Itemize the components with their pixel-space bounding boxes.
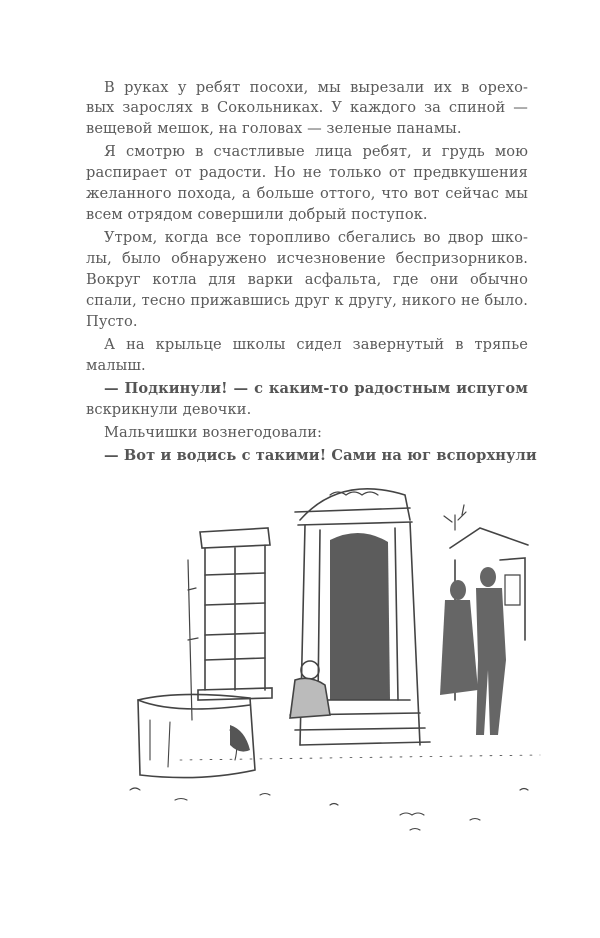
text-line: вещевой мешок, на головах — зеленые панамы.	[86, 120, 462, 137]
text-line: Мальчишки вознегодовали:	[104, 424, 323, 441]
child-figure	[290, 661, 330, 718]
text-line: малыш.	[86, 357, 146, 374]
window-left	[188, 528, 272, 720]
text-line: всем отрядом совершили добрый поступок.	[86, 206, 428, 223]
text-line: В руках у ребят посохи, мы вырезали их в орехо-	[104, 79, 528, 96]
text-line: распирает от радости. Но не только от предвкушения	[86, 164, 528, 181]
figures-silhouettes	[440, 567, 506, 735]
text-line: Я смотрю в счастливые лица ребят, и грудь мою	[104, 143, 528, 160]
text-line: лы, было обнаружено исчезновение беспризорников.	[86, 250, 528, 267]
tree	[444, 505, 466, 530]
text-line: желанного похода, а больше оттого, что вот сейчас мы	[86, 185, 528, 202]
text-line: — Вот и водись с такими! Сами на юг вспорхнули	[104, 447, 537, 464]
text-line: Вокруг котла для варки асфальта, где они обычно	[86, 271, 528, 288]
ground-pebbles	[130, 755, 540, 830]
text-line: — Подкинули! — с каким-то радостным испугом	[104, 380, 528, 397]
text-line: спали, тесно прижавшись друг к другу, никого не было.	[86, 292, 528, 309]
text-line: вскрикнули девочки.	[86, 401, 252, 418]
text-line: А на крыльце школы сидел завернутый в тряпье	[104, 336, 528, 353]
text-line: Утром, когда все торопливо сбегались во двор шко-	[104, 229, 528, 246]
text-line: Пусто.	[86, 313, 138, 330]
asphalt-cauldron	[138, 694, 255, 777]
text-line: вых зарослях в Сокольниках. У каждого за спиной —	[86, 99, 528, 116]
